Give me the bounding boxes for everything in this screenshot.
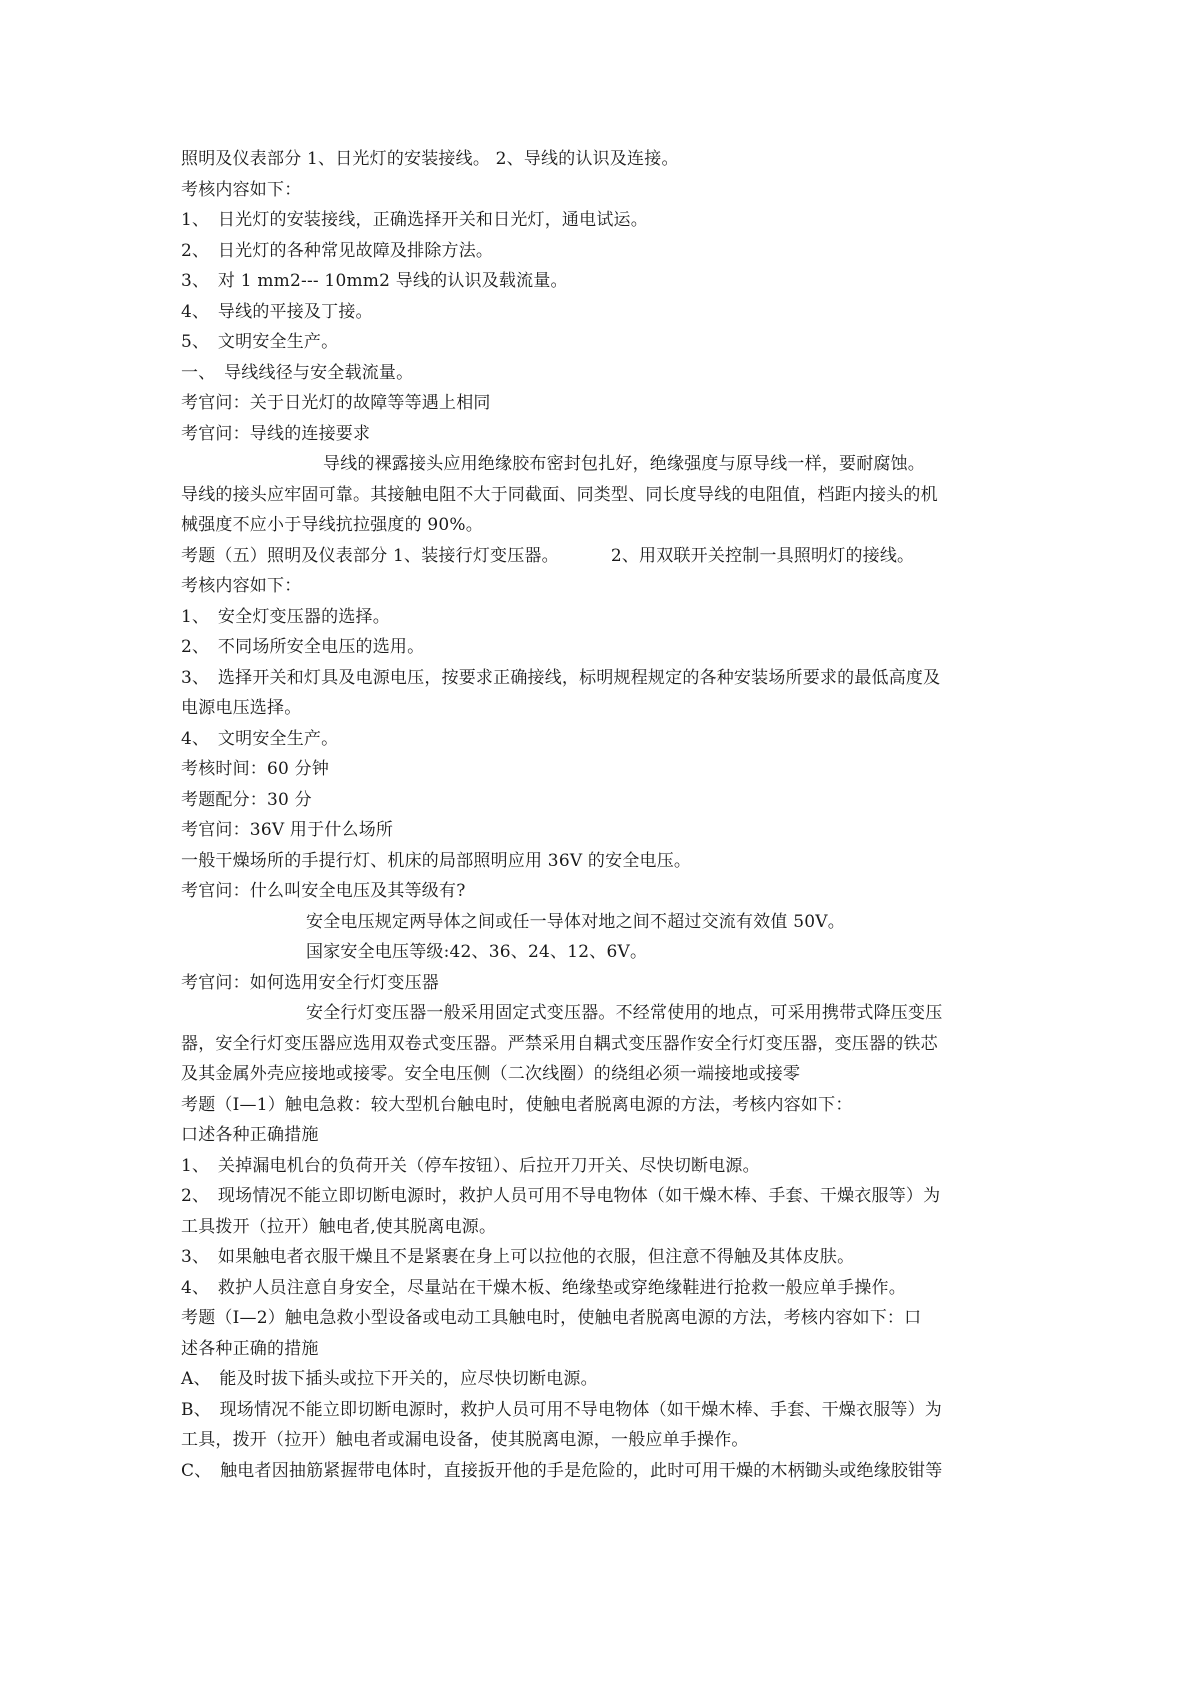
list-item: 4、 导线的平接及丁接。 (181, 301, 373, 322)
list-item: 3、 对 1 mm2--- 10mm2 导线的认识及载流量。 (181, 271, 568, 291)
list-item-continued: 工具拨开（拉开）触电者,使其脱离电源。 (181, 1216, 497, 1237)
answer-line: 安全电压规定两导体之间或任一导体对地之间不超过交流有效值 50V。 (306, 911, 845, 932)
section-heading: 一、 导线线径与安全载流量。 (181, 362, 414, 383)
list-item: B、 现场情况不能立即切断电源时，救护人员可用不导电物体（如干燥木棒、手套、干燥衣服等）为 (181, 1399, 942, 1420)
text-line: 口述各种正确措施 (181, 1125, 319, 1145)
exam-title-part-2: 2、用双联开关控制一具照明灯的接线。 (610, 545, 915, 566)
examiner-question: 考官问：如何选用安全行灯变压器 (181, 972, 439, 993)
text-line: 考核内容如下： (181, 179, 302, 200)
text-line: 照明及仪表部分 1、日光灯的安装接线。 2、导线的认识及连接。 (181, 149, 679, 169)
exam-time: 考核时间：60 分钟 (181, 759, 330, 779)
list-item: 4、 救护人员注意自身安全，尽量站在干燥木板、绝缘垫或穿绝缘鞋进行抢救一般应单手操作。 (181, 1277, 906, 1298)
list-item: 1、 日光灯的安装接线，正确选择开关和日光灯，通电试运。 (181, 210, 648, 230)
examiner-question: 考官问：关于日光灯的故障等等遇上相同 (181, 393, 491, 413)
list-item: C、 触电者因抽筋紧握带电体时，直接扳开他的手是危险的，此时可用干燥的木柄锄头或绝缘胶钳等 (181, 1460, 943, 1481)
list-item: 3、 选择开关和灯具及电源电压，按要求正确接线，标明规程规定的各种安装场所要求的最低高度及 (181, 667, 941, 688)
list-item: 4、 文明安全生产。 (181, 728, 339, 749)
answer-line: 及其金属外壳应接地或接零。安全电压侧（二次线圈）的绕组必须一端接地或接零 (181, 1064, 801, 1084)
answer-line: 安全行灯变压器一般采用固定式变压器。不经常使用的地点，可采用携带式降压变压 (306, 1003, 943, 1023)
list-item: A、 能及时拔下插头或拉下开关的，应尽快切断电源。 (181, 1369, 598, 1389)
answer-line: 导线的接头应牢固可靠。其接触电阻不大于同截面、同类型、同长度导线的电阻值，档距内接头的机 (181, 484, 938, 505)
list-item: 2、 现场情况不能立即切断电源时，救护人员可用不导电物体（如干燥木棒、手套、干燥衣服等）为 (181, 1186, 941, 1206)
exam-title: 考题（Ⅰ—2）触电急救小型设备或电动工具触电时，使触电者脱离电源的方法，考核内容如下：口 (181, 1308, 922, 1328)
answer-line: 器，安全行灯变压器应选用双卷式变压器。严禁采用自耦式变压器作安全行灯变压器，变压器的铁芯 (181, 1033, 938, 1054)
list-item-continued: 工具，拨开（拉开）触电者或漏电设备，使其脱离电源，一般应单手操作。 (181, 1430, 749, 1450)
list-item: 5、 文明安全生产。 (181, 332, 339, 352)
exam-title-continued: 述各种正确的措施 (181, 1338, 319, 1359)
list-item-continued: 电源电压选择。 (181, 698, 302, 718)
list-item: 2、 不同场所安全电压的选用。 (181, 637, 425, 657)
exam-title-part-1: 考题（五）照明及仪表部分 1、装接行灯变压器。 (181, 545, 559, 566)
examiner-question: 考官问：导线的连接要求 (181, 423, 371, 444)
answer-line: 一般干燥场所的手提行灯、机床的局部照明应用 36V 的安全电压。 (181, 850, 692, 871)
examiner-question: 考官问：什么叫安全电压及其等级有? (181, 881, 466, 901)
list-item: 3、 如果触电者衣服干燥且不是紧裹在身上可以拉他的衣服，但注意不得触及其体皮肤。 (181, 1247, 855, 1267)
exam-title: 考题（Ⅰ—1）触电急救：较大型机台触电时，使触电者脱离电源的方法，考核内容如下： (181, 1094, 853, 1115)
exam-title (181, 541, 1016, 572)
answer-line: 国家安全电压等级:42、36、24、12、6V。 (306, 942, 648, 962)
list-item: 1、 安全灯变压器的选择。 (181, 606, 390, 627)
exam-score: 考题配分：30 分 (181, 789, 312, 810)
answer-line: 械强度不应小于导线抗拉强度的 90%。 (181, 515, 483, 535)
text-line: 考核内容如下： (181, 576, 302, 596)
examiner-question: 考官问：36V 用于什么场所 (181, 820, 394, 840)
list-item: 1、 关掉漏电机台的负荷开关（停车按钮）、后拉开刀开关、尽快切断电源。 (181, 1155, 760, 1176)
answer-line: 导线的裸露接头应用绝缘胶布密封包扎好，绝缘强度与原导线一样，要耐腐蚀。 (323, 454, 925, 474)
document-body (181, 144, 1016, 1486)
list-item: 2、 日光灯的各种常见故障及排除方法。 (181, 240, 494, 261)
